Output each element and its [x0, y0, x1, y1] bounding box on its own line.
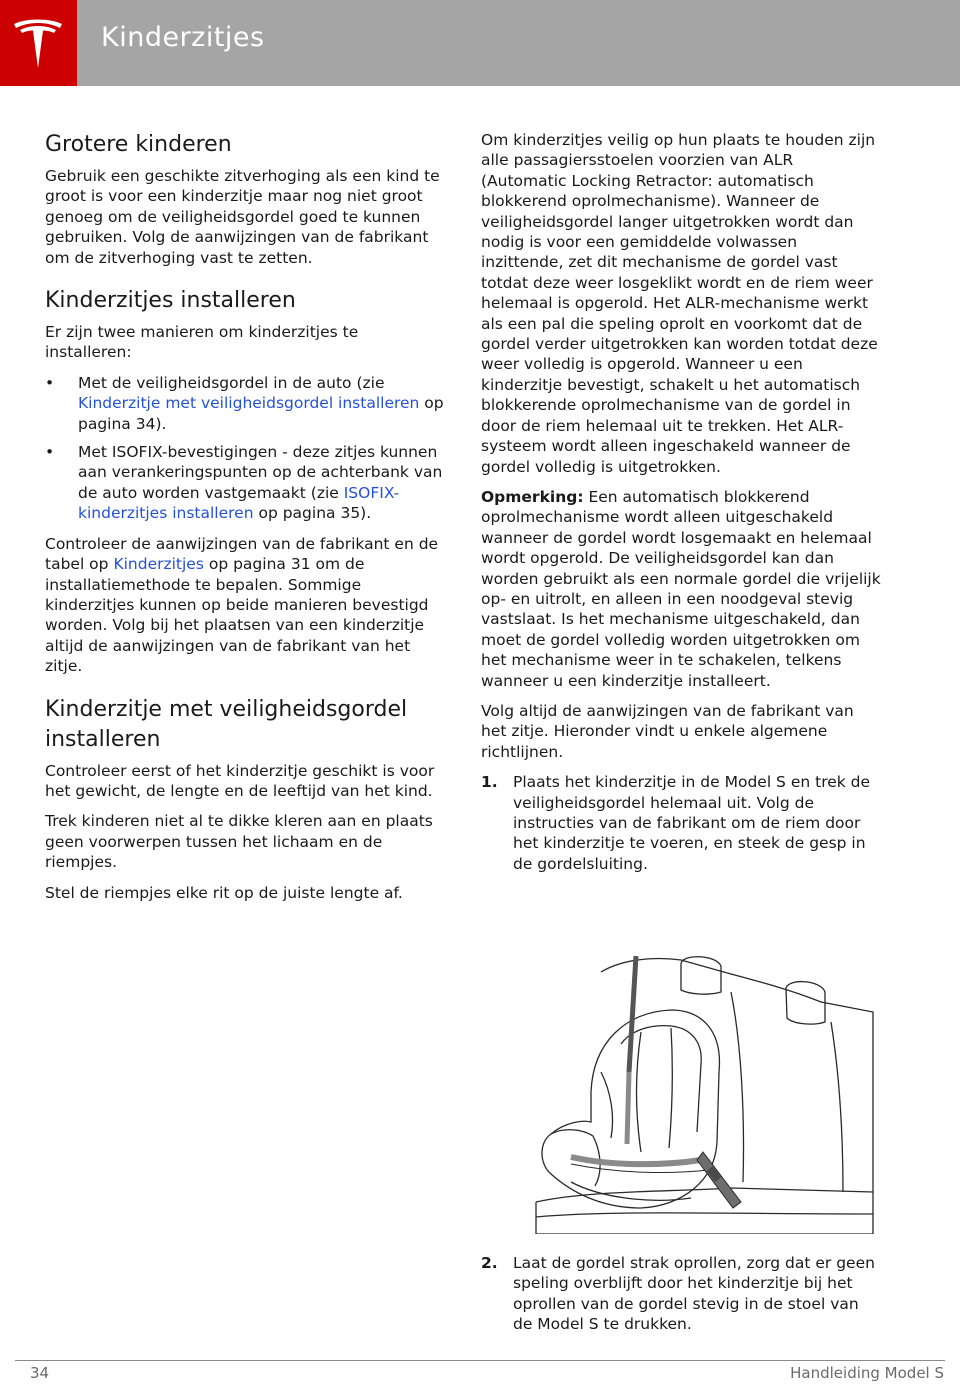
page-number: 34 [30, 1364, 50, 1382]
note [481, 487, 881, 691]
step-number: 2. [481, 1254, 498, 1272]
bullet-icon: • [45, 373, 55, 392]
steps-list [481, 772, 881, 874]
page-header [0, 0, 960, 86]
heading-kinderzitjes-installeren: Kinderzitjes installeren [45, 288, 296, 314]
list-item-text: op pagina 35). [253, 504, 372, 523]
manual-name: Handleiding Model S [790, 1364, 944, 1382]
paragraph: Stel de riempjes elke rit op de juiste lengte af. [45, 883, 403, 902]
heading-kinderzitje-veiligheidsgordel: Kinderzitje met veiligheidsgordel installeren [45, 696, 408, 752]
paragraph: Gebruik een geschikte zitverhoging als een kind te groot is voor een kinderzitje maar nog niet groot genoeg om de veiligheidsgordel goed te kunnen gebruiken. Volg de aanwijzingen van de fabrikant om de zitverhoging vast te zetten. [45, 167, 440, 267]
paragraph-text: Controleer de aanwijzingen van de fabrikant en de tabel op [45, 534, 439, 574]
installation-methods-list [45, 373, 445, 524]
paragraph: Controleer eerst of het kinderzitje geschikt is voor het gewicht, de lengte en de leeftijd van het kind. [45, 761, 435, 800]
step-text: Plaats het kinderzitje in de Model S en trek de veiligheidsgordel helemaal uit. Volg de instructies van de fabrikant om de riem door het kinderzitje te voeren, en steek de gesp in de gordelsluiting. [513, 773, 871, 873]
step-item [481, 772, 881, 874]
paragraph-alr: Om kinderzitjes veilig op hun plaats te houden zijn alle passagiersstoelen voorzien van ALR (Automatic Locking Retractor: automatisch blokkerend oprolmechanisme). Wanneer de veiligheidsgordel langer uitgetrokken wordt dan nodig is voor een gemiddelde volwassen inzittende, zet dit mechanisme de gordel vast totdat deze weer losgeklikt wordt en de riem weer helemaal is opgerold. Het ALR-mechanisme werkt als een pal die speling oprolt en voorkomt dat de gordel verder uitgetrokken kan worden totdat deze weer volledig is opgerold. Wanneer u een kinderzitje bevestigt, schakelt u het automatisch blokkerende oprolmechanisme van de gordel in door de riem helemaal uit te trekken. Het ALR-systeem wordt alleen ingeschakeld wanneer de gordel volledig is uitgetrokken. [481, 131, 878, 476]
child-seat-drawing [531, 952, 874, 1234]
list-item-text: Met de veiligheidsgordel in de auto (zie [78, 373, 385, 392]
note-text: Een automatisch blokkerend oprolmechanisme wordt alleen uitgeschakeld wanneer de gordel wordt losgemaakt en helemaal wordt opgerold. De veiligheidsgordel kan dan worden gebruikt als een normale gordel die vrijelijk op- en uitrolt, en alleen in een noodgeval stevig vastslaat. Is het mechanisme uitgeschakeld, dan moet de gordel volledig worden uitgetrokken om het mechanisme weer in te schakelen, telkens wanneer u een kinderzitje installeert. [481, 487, 881, 690]
link-isofix-install[interactable]: ISOFIX-kinderzitjes installeren [78, 483, 400, 523]
paragraph: Er zijn twee manieren om kinderzitjes te installeren: [45, 323, 359, 362]
footer-divider [15, 1360, 945, 1361]
list-item [45, 373, 445, 434]
link-kinderzitjes[interactable]: Kinderzitjes [113, 555, 204, 574]
left-column [45, 130, 445, 913]
heading-grotere-kinderen: Grotere kinderen [45, 132, 232, 157]
list-item-text: op pagina 34). [78, 394, 444, 433]
note-label: Opmerking: [481, 487, 584, 506]
step-2-block [481, 1253, 881, 1345]
steps-list [481, 1253, 881, 1335]
step-number: 1. [481, 773, 498, 792]
paragraph [45, 534, 445, 677]
tesla-logo-icon [10, 14, 66, 72]
link-seatbelt-install[interactable]: Kinderzitje met veiligheidsgordel installeren [78, 394, 420, 413]
step-item [481, 1253, 881, 1335]
child-seat-illustration [531, 952, 874, 1234]
paragraph-text: op pagina 31 om de installatiemethode te bepalen. Sommige kinderzitjes kunnen op beide manieren bevestigd worden. Volg bij het plaatsen van een kinderzitje altijd de aanwijzingen van de fabrikant van het zitje. [45, 555, 429, 676]
paragraph: Volg altijd de aanwijzingen van de fabrikant van het zitje. Hieronder vindt u enkele algemene richtlijnen. [481, 701, 854, 761]
list-item-text: Met ISOFIX-bevestigingen - deze zitjes kunnen aan verankeringspunten op de achterbank van de auto worden vastgemaakt (zie [78, 443, 443, 502]
bullet-icon: • [45, 443, 55, 462]
logo-box [0, 0, 77, 86]
paragraph: Trek kinderen niet al te dikke kleren aan en plaats geen voorwerpen tussen het lichaam en de riempjes. [45, 812, 433, 872]
list-item [45, 442, 445, 524]
right-column [481, 130, 881, 884]
step-text: Laat de gordel strak oprollen, zorg dat er geen speling overblijft door het kinderzitje bij het oprollen van de gordel stevig in de stoel van de Model S te drukken. [513, 1254, 875, 1334]
page-title: Kinderzitjes [101, 22, 265, 53]
